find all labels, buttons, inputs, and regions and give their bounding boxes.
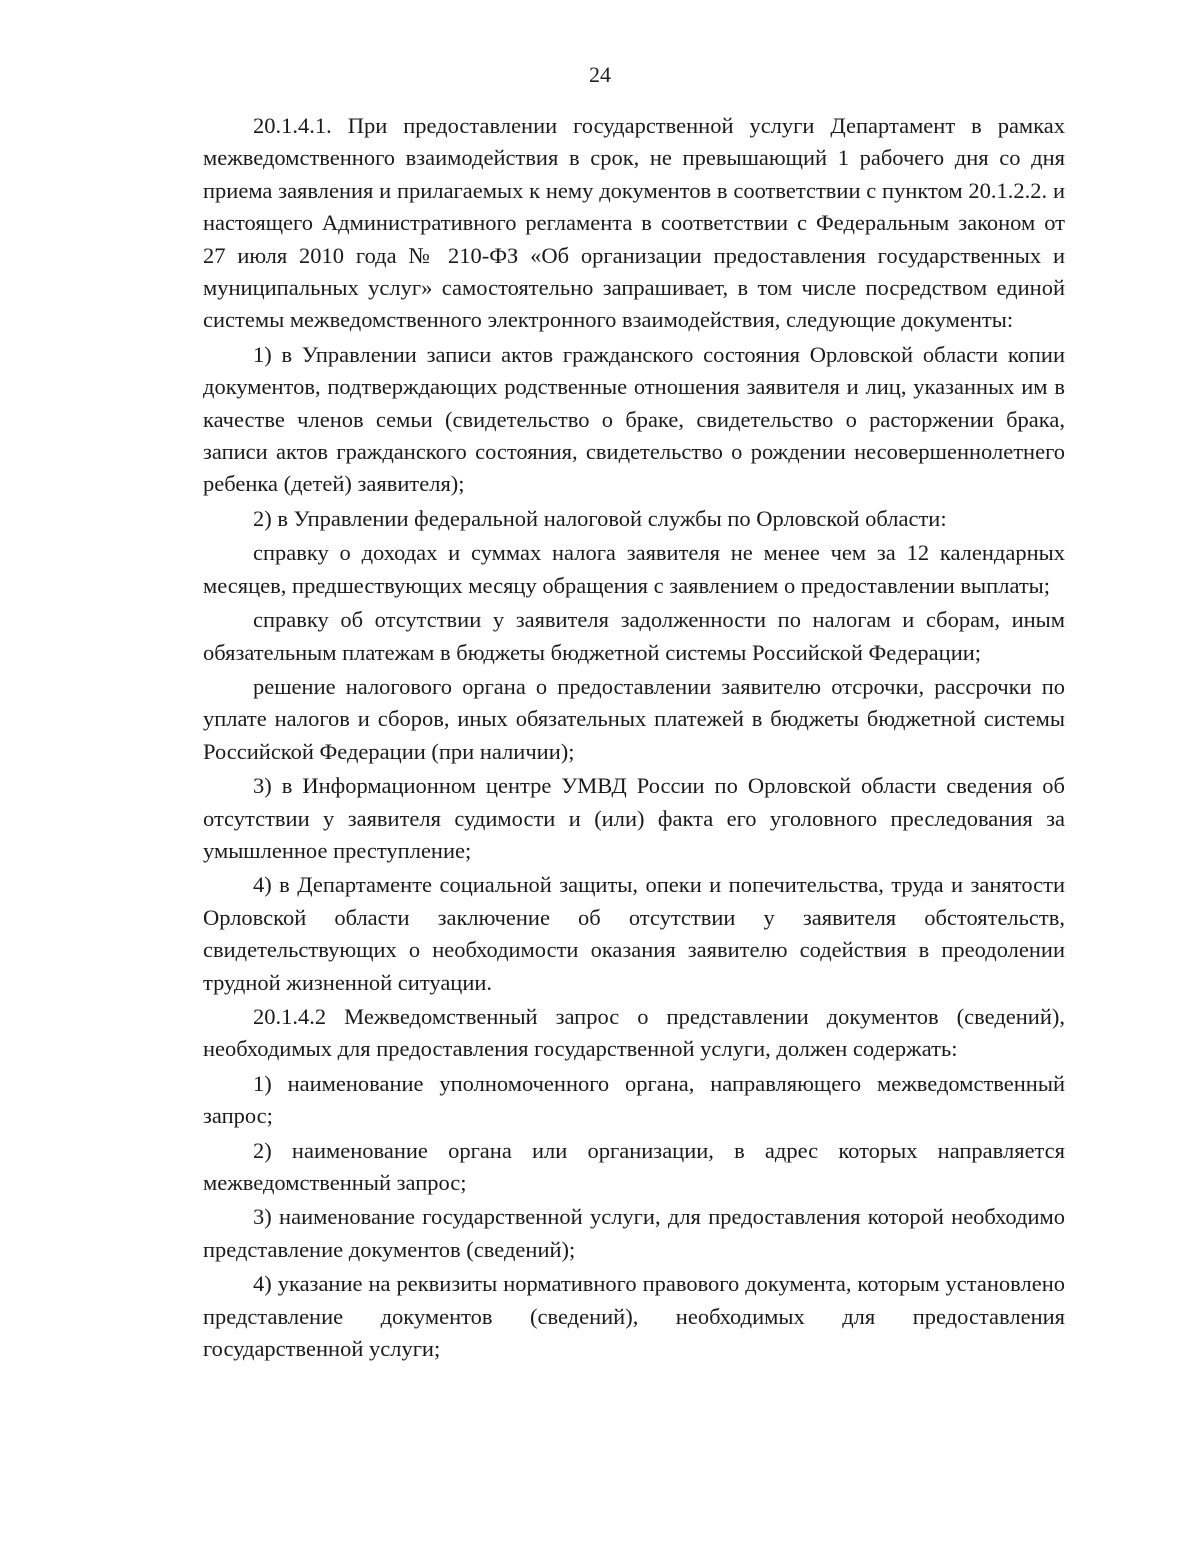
paragraph-request-item-3: 3) наименование государственной услуги, для предоставления которой необходимо представление документов (сведений); xyxy=(203,1204,1065,1262)
page-number: 24 xyxy=(589,62,611,87)
paragraph-request-item-2: 2) наименование органа или организации, в адрес которых направляется межведомственный запрос; xyxy=(203,1137,1065,1195)
paragraph-request-item-1: 1) наименование уполномоченного органа, направляющего межведомственный запрос; xyxy=(203,1070,1065,1129)
paragraph-20-1-4-2: 20.1.4.2 Межведомственный запрос о представлении документов (сведений), необходимых для предоставления государственной услуги, должен содержать: xyxy=(203,1003,1065,1062)
paragraph-20-1-4-1: 20.1.4.1. При предоставлении государственной услуги Департамент в рамках межведомственного взаимодействия в срок, не превышающий 1 рабочего дня со дня приема заявления и прилагаемых к нему документов в соответствии с пунктом 20.1.2.2. и настоящего Административного регламента в соответствии с Федеральным законом от 27 июля 2010 года № 210-ФЗ «Об организации предоставления государственных и муниципальных услуг» самостоятельно запрашивает, в том числе посредством единой системы межведомственного электронного взаимодействия, следующие документы: xyxy=(203,113,1065,333)
paragraph-item-2-fns: 2) в Управлении федеральной налоговой службы по Орловской области: xyxy=(253,505,947,531)
paragraph-item-3-umvd: 3) в Информационном центре УМВД России по Орловской области сведения об отсутствии у заявителя судимости и (или) факта его уголовного преследования за умышленное преступление; xyxy=(203,773,1065,863)
paragraph-item-1-zags: 1) в Управлении записи актов гражданского состояния Орловской области копии документов, подтверждающих родственные отношения заявителя и лиц, указанных им в качестве членов семьи (свидетельство о браке, свидетельство о расторжении брака, записи актов гражданского состояния, свидетельство о рождении несовершеннолетнего ребенка (детей) заявителя); xyxy=(203,341,1065,497)
paragraph-item-4-social-protection: 4) в Департаменте социальной защиты, опеки и попечительства, труда и занятости Орловской области заключение об отсутствии у заявителя обстоятельств, свидетельствующих о необходимости оказания заявителю содействия в преодолении трудной жизненной ситуации. xyxy=(203,872,1065,995)
paragraph-tax-deferral-decision: решение налогового органа о предоставлении заявителю отсрочки, рассрочки по уплате налогов и сборов, иных обязательных платежей в бюджеты бюджетной системы Российской Федерации (при наличии); xyxy=(203,673,1065,764)
paragraph-no-debt-certificate: справку об отсутствии у заявителя задолженности по налогам и сборам, иным обязательным платежам в бюджеты бюджетной системы Российской Федерации; xyxy=(203,607,1065,665)
paragraph-request-item-4: 4) указание на реквизиты нормативного правового документа, которым установлено представление документов (сведений), необходимых для предоставления государственной услуги; xyxy=(203,1271,1065,1362)
paragraph-income-certificate: справку о доходах и суммах налога заявителя не менее чем за 12 календарных месяцев, предшествующих месяцу обращения с заявлением о предоставлении выплаты; xyxy=(203,540,1065,598)
document-body xyxy=(203,110,1065,1365)
